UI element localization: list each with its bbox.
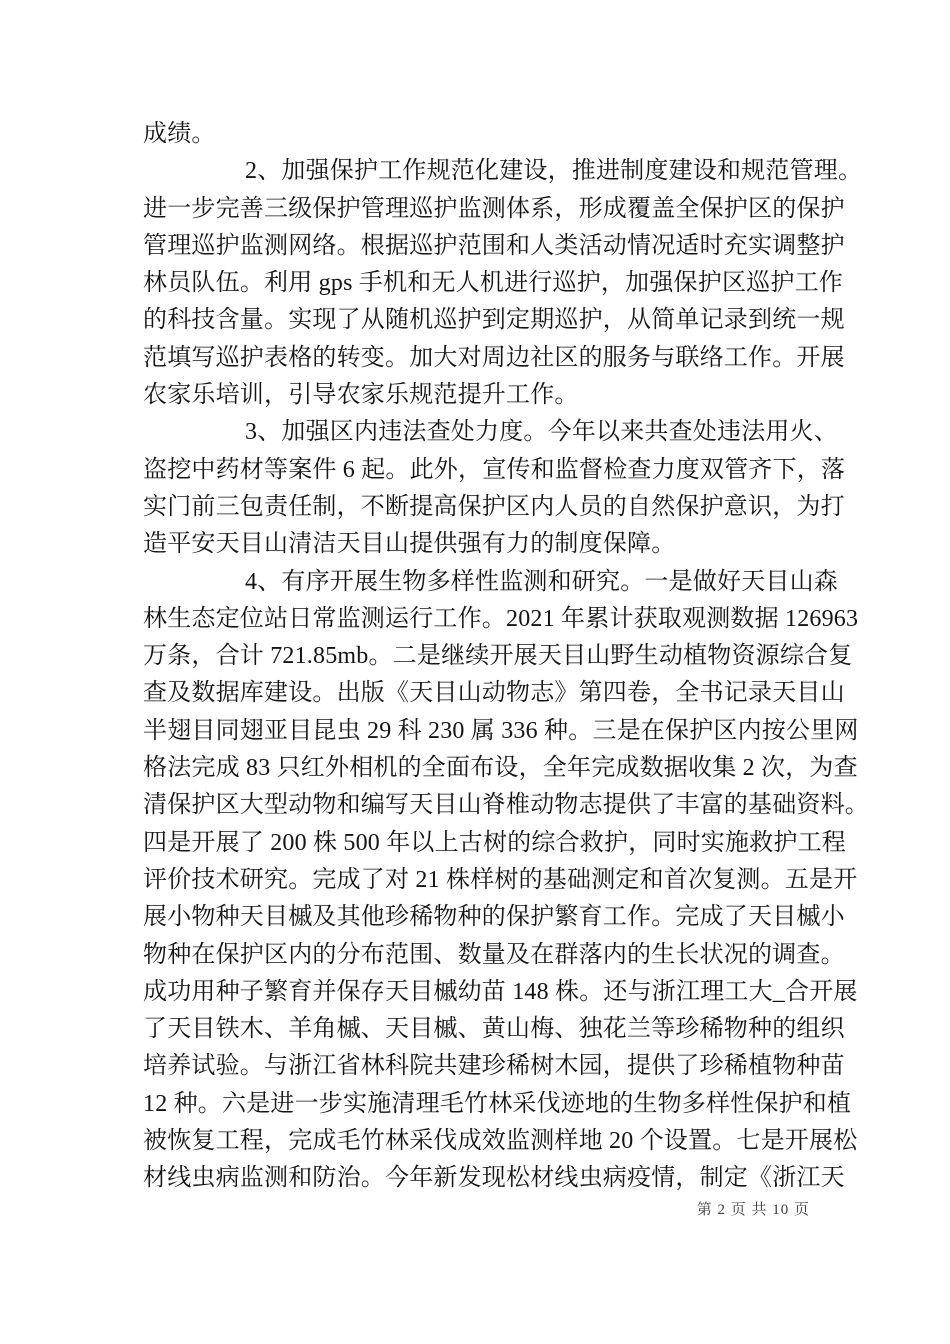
text-line: 林生态定位站日常监测运行工作。2021 年累计获取观测数据 126963 [143, 605, 859, 632]
text-line: 12 种。六是进一步实施清理毛竹林采伐迹地的生物多样性保护和植 [143, 1090, 852, 1117]
text-line: 物种在保护区内的分布范围、数量及在群落内的生长状况的调查。 [143, 941, 845, 968]
text-line: 了天目铁木、羊角槭、天目槭、黄山梅、独花兰等珍稀物种的组织 [143, 1016, 845, 1043]
text-line: 实门前三包责任制，不断提高保护区内人员的自然保护意识，为打 [143, 493, 845, 520]
text-line: 万条，合计 721.85mb。二是继续开展天目山野生动植物资源综合复 [143, 643, 853, 670]
page-number: 第 2 页 共 10 页 [696, 1202, 810, 1218]
text-line: 盗挖中药材等案件 6 起。此外，宣传和监督检查力度双管齐下，落 [143, 456, 846, 483]
text-line: 农家乐培训，引导农家乐规范提升工作。 [143, 382, 579, 409]
text-line: 半翅目同翅亚目昆虫 29 科 230 属 336 种。三是在保护区内按公里网 [143, 717, 859, 744]
text-line: 展小物种天目槭及其他珍稀物种的保护繁育工作。完成了天目槭小 [143, 904, 845, 931]
text-line: 的科技含量。实现了从随机巡护到定期巡护，从简单记录到统一规 [143, 307, 845, 334]
text-line: 林员队伍。利用 gps 手机和无人机进行巡护，加强保护区巡护工作 [143, 270, 843, 297]
text-line: 管理巡护监测网络。根据巡护范围和人类活动情况适时充实调整护 [143, 232, 845, 259]
text-line: 清保护区大型动物和编写天目山脊椎动物志提供了丰富的基础资料。 [143, 792, 869, 819]
text-line: 进一步完善三级保护管理巡护监测体系，形成覆盖全保护区的保护 [143, 195, 845, 222]
text-line: 成绩。 [143, 121, 216, 147]
text-line: 4、有序开展生物多样性监测和研究。一是做好天目山森 [245, 568, 838, 595]
text-line: 范填写巡护表格的转变。加大对周边社区的服务与联络工作。开展 [143, 344, 845, 371]
text-line: 造平安天目山清洁天目山提供强有力的制度保障。 [143, 531, 676, 558]
text-line: 材线虫病监测和防治。今年新发现松材线虫病疫情，制定《浙江天 [143, 1165, 845, 1192]
text-line: 被恢复工程，完成毛竹林采伐成效监测样地 20 个设置。七是开展松 [143, 1128, 858, 1155]
text-line: 查及数据库建设。出版《天目山动物志》第四卷，全书记录天目山 [143, 680, 845, 707]
text-line: 评价技术研究。完成了对 21 株样树的基础测定和首次复测。五是开 [143, 866, 858, 893]
text-line: 四是开展了 200 株 500 年以上古树的综合救护，同时实施救护工程 [143, 829, 846, 856]
text-line: 3、加强区内违法查处力度。今年以来共查处违法用火、 [245, 419, 838, 446]
text-line: 培养试验。与浙江省林科院共建珍稀树木园，提供了珍稀植物种苗 [143, 1053, 845, 1080]
text-line: 格法完成 83 只红外相机的全面布设，全年完成数据收集 2 次，为查 [143, 755, 858, 782]
text-line: 成功用种子繁育并保存天目槭幼苗 148 株。还与浙江理工大_合开展 [143, 978, 858, 1005]
text-line: 2、加强保护工作规范化建设，推进制度建设和规范管理。 [245, 158, 863, 185]
document-body [143, 116, 869, 1198]
